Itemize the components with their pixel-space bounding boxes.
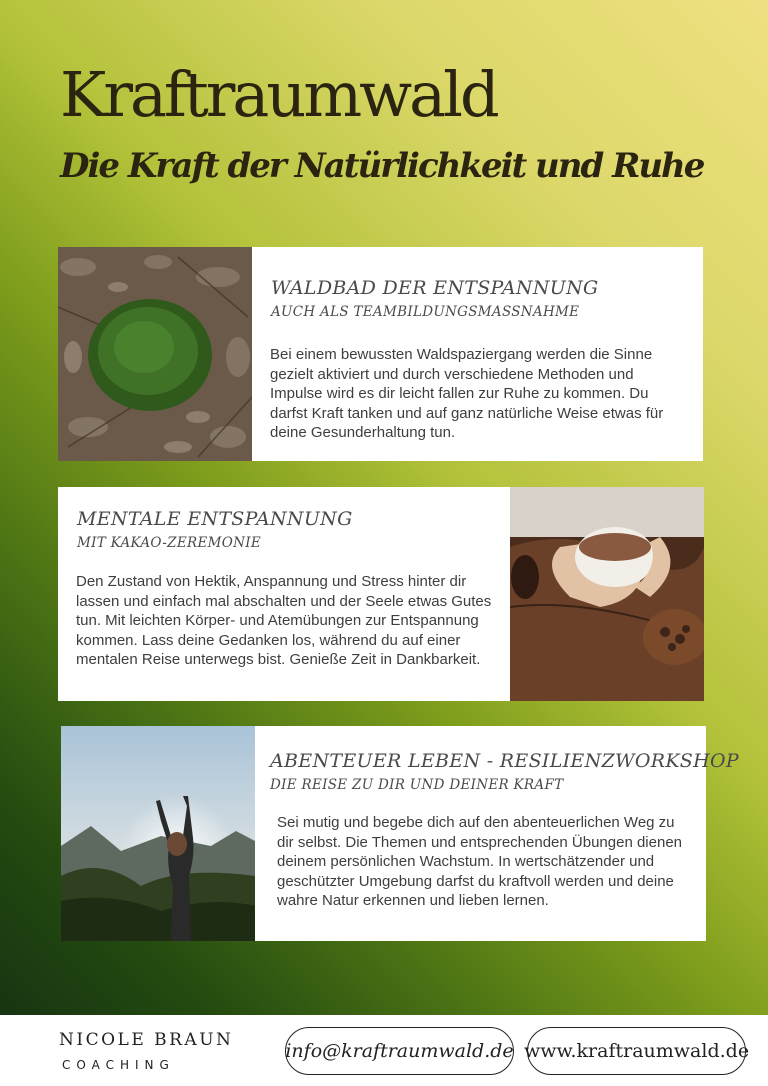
card-title: ABENTEUER LEBEN - RESILIENZWORKSHOP bbox=[270, 750, 739, 772]
moss-photo bbox=[58, 247, 252, 461]
mountain-photo bbox=[61, 726, 255, 941]
website-link[interactable]: www.kraftraumwald.de bbox=[527, 1027, 746, 1075]
email-link[interactable]: info@kraftraumwald.de bbox=[285, 1027, 514, 1075]
card-text: Sei mutig und begebe dich auf den abenteuerlichen Weg zu dir selbst. Die Themen und entsprechenden Übungen dienen deinem persönlichen Wachstum. In wertschätzender und geschützter Umgebung darfst du kraftvoll werden und deine wahre Natur erkennen und lieben lernen. bbox=[277, 814, 682, 909]
card-subtitle: DIE REISE ZU DIR UND DEINER KRAFT bbox=[270, 777, 564, 793]
moss-image-icon bbox=[58, 247, 252, 461]
brand-subtitle: COACHING bbox=[62, 1058, 175, 1072]
cacao-cup-image-icon bbox=[510, 487, 704, 701]
card-text: Den Zustand von Hektik, Anspannung und Stress hinter dir lassen und einfach mal abschalten und der Seele etwas Gutes tun. Mit leichten Körper- und Atemübungen zur Entspannung kommen. Lass deine Gedanken los, während du auf einer mentalen Reise unterwegs bist. Genieße Zeit in Dankbarkeit. bbox=[76, 573, 492, 668]
card-title: WALDBAD DER ENTSPANNUNG bbox=[271, 277, 599, 299]
card-subtitle: MIT KAKAO-ZEREMONIE bbox=[77, 535, 261, 551]
card-abenteuer bbox=[255, 726, 739, 941]
card-mentale bbox=[58, 487, 510, 701]
page-subtitle: Die Kraft der Natürlichkeit und Ruhe bbox=[60, 146, 704, 186]
page-title: Kraftraumwald bbox=[60, 58, 497, 131]
woman-mountains-image-icon bbox=[61, 726, 255, 941]
card-waldbad bbox=[252, 247, 703, 461]
card-text: Bei einem bewussten Waldspaziergang werden die Sinne gezielt aktiviert und durch verschiedene Methoden und Impulse wird es dir leicht fallen zur Ruhe zu kommen. Du darfst Kraft tanken und auf ganz natürliche Weise etwas für deine Gesunderhaltung tun. bbox=[270, 346, 664, 441]
brand-name: NICOLE BRAUN bbox=[59, 1030, 234, 1050]
card-subtitle: AUCH ALS TEAMBILDUNGSMASSNAHME bbox=[271, 304, 580, 320]
cacao-photo bbox=[510, 487, 704, 701]
card-title: MENTALE ENTSPANNUNG bbox=[77, 508, 353, 530]
